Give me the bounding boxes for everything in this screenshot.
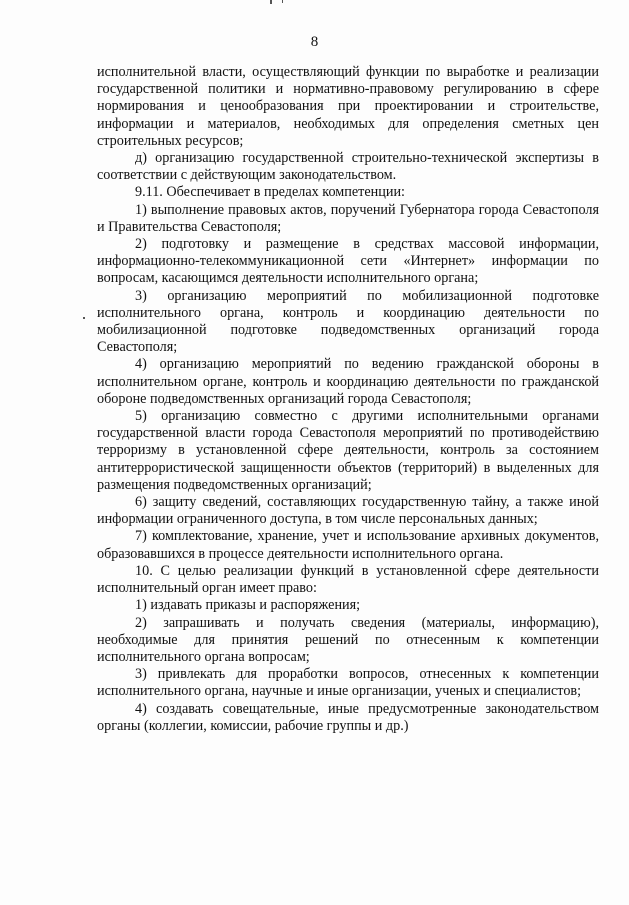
paragraph: 7) комплектование, хранение, учет и использование архивных документов, образовавшихся в процессе деятельности исполнительного органа. [97,528,599,562]
paragraph: 3) организацию мероприятий по мобилизационной подготовке исполнительного органа, контроль и координацию деятельности по мобилизационной подготовке подведомственных организаций города Севастополя; [97,287,599,356]
paragraph: 3) привлекать для проработки вопросов, отнесенных к компетенции исполнительного органа, научные и иные организации, ученых и специалистов; [97,666,599,700]
paragraph: 9.11. Обеспечивает в пределах компетенции: [135,184,405,201]
paragraph: 4) создавать совещательные, иные предусмотренные законодательством органы (коллегии, комиссии, рабочие группы и др.) [97,700,599,734]
paragraph: 1) издавать приказы и распоряжения; [135,597,361,614]
scan-artifact-left [83,317,85,319]
paragraph: 5) организацию совместно с другими исполнительными органами государственной власти города Севастополя мероприятий по противодействию терроризму в установленной сфере деятельности, контроль за состоянием антитеррористической защищенности объектов (территорий) в выделенных для размещения подведомственных организаций; [97,408,599,493]
paragraph: 1) выполнение правовых актов, поручений Губернатора города Севастополя и Правительства Севастополя; [97,201,599,235]
paragraph: 2) запрашивать и получать сведения (материалы, информацию), необходимые для принятия решений по отнесенным к компетенции исполнительного органа вопросам; [97,614,599,665]
paragraph: д) организацию государственной строительно-технической экспертизы в соответствии с действующим законодательством. [97,150,599,184]
scan-artifact-top [270,0,272,4]
scan-artifact-top [282,0,283,3]
paragraph: 2) подготовку и размещение в средствах массовой информации, информационно-телекоммуникационной сети «Интернет» информации по вопросам, касающимся деятельности исполнительного органа; [97,236,599,287]
page-number: 8 [310,34,319,50]
paragraph: 4) организацию мероприятий по ведению гражданской обороны в исполнительном органе, контроль и координацию деятельности по гражданской обороне подведомственных организаций города Севастополя; [97,356,599,407]
paragraph: 10. С целью реализации функций в установленной сфере деятельности исполнительный орган имеет право: [97,562,599,597]
document-body [97,64,599,735]
paragraph: исполнительной власти, осуществляющий функции по выработке и реализации государственной политики и нормативно-правовому регулированию в сфере нормирования и ценообразования при проектировании и строительстве, информации и материалов, необходимых для определения сметных цен строительных ресурсов; [97,64,599,149]
paragraph: 6) защиту сведений, составляющих государственную тайну, а также иной информации ограниченного доступа, в том числе персональных данных; [97,494,599,528]
